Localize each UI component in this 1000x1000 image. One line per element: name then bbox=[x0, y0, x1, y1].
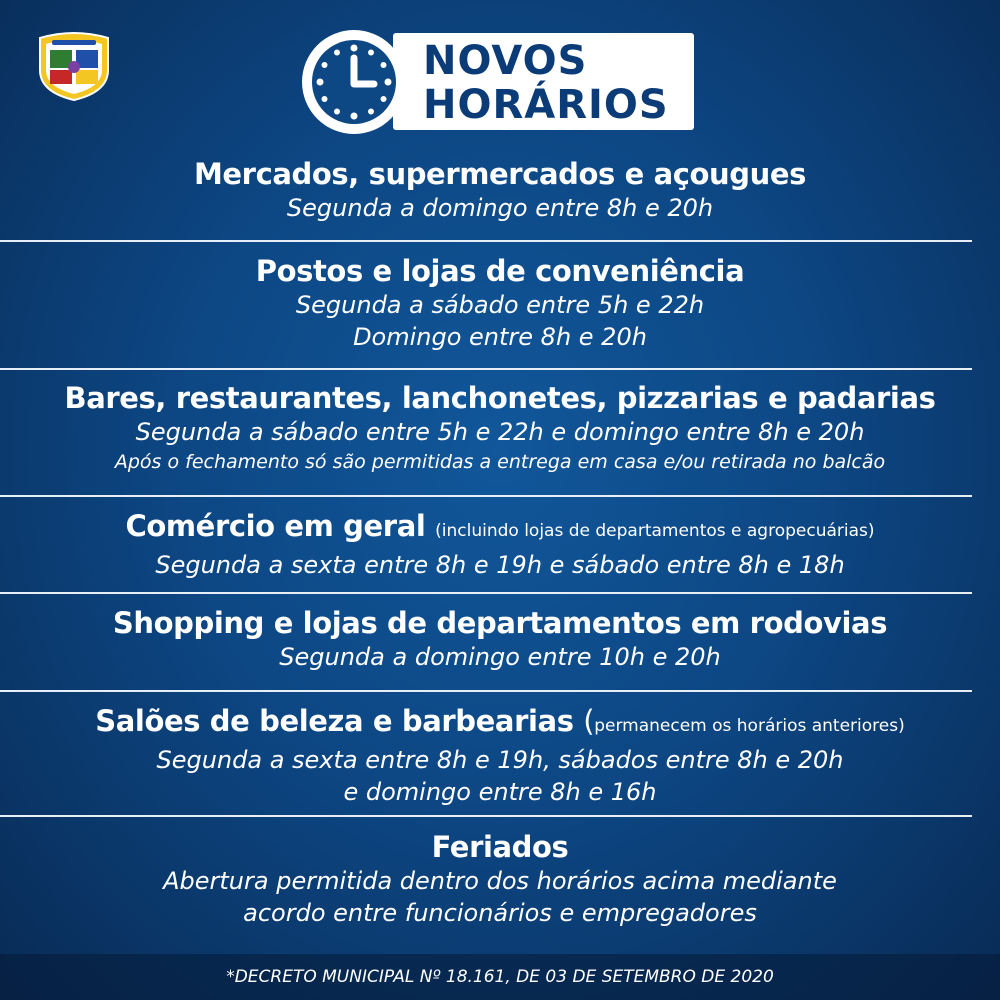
section-title: Postos e lojas de conveniência bbox=[255, 254, 745, 288]
section-line: Segunda a sábado entre 5h e 22h e domingo entre 8h e 20h bbox=[135, 418, 865, 446]
divider bbox=[0, 815, 972, 817]
section-comercio bbox=[0, 508, 1000, 581]
section-saloes bbox=[0, 703, 1000, 808]
municipal-crest-icon bbox=[36, 30, 112, 102]
section-line: Segunda a sexta entre 8h e 19h, sábados entre 8h e 20h bbox=[156, 746, 844, 774]
section-bares bbox=[0, 380, 1000, 476]
section-aside: (incluindo lojas de departamentos e agropecuárias) bbox=[435, 521, 875, 541]
section-line: Segunda a domingo entre 10h e 20h bbox=[279, 643, 721, 671]
section-title-text: Comércio em geral bbox=[125, 509, 426, 543]
section-title: Feriados bbox=[431, 830, 569, 864]
section-title bbox=[0, 508, 1000, 549]
section-shopping bbox=[0, 605, 1000, 673]
title-line-2: HORÁRIOS bbox=[423, 82, 669, 128]
divider bbox=[0, 240, 972, 242]
section-line: Segunda a sexta entre 8h e 19h e sábado entre 8h e 18h bbox=[155, 551, 845, 579]
title-box bbox=[393, 33, 694, 130]
section-title: Shopping e lojas de departamentos em rodovias bbox=[112, 606, 888, 640]
section-feriados bbox=[0, 829, 1000, 929]
section-title: Mercados, supermercados e açougues bbox=[193, 157, 807, 191]
section-title-text: Salões de beleza e barbearias bbox=[95, 704, 574, 738]
section-line: Domingo entre 8h e 20h bbox=[353, 323, 647, 351]
divider bbox=[0, 690, 972, 692]
section-title: Bares, restaurantes, lanchonetes, pizzarias e padarias bbox=[64, 381, 936, 415]
clock-icon bbox=[298, 28, 410, 136]
section-line: e domingo entre 8h e 16h bbox=[343, 778, 657, 806]
section-note: Após o fechamento só são permitidas a entrega em casa e/ou retirada no balcão bbox=[114, 451, 886, 473]
header bbox=[298, 28, 698, 136]
divider bbox=[0, 592, 972, 594]
section-line: Segunda a sábado entre 5h e 22h bbox=[295, 291, 705, 319]
divider bbox=[0, 495, 972, 497]
section-mercados bbox=[0, 156, 1000, 224]
divider bbox=[0, 368, 972, 370]
section-aside-paren: ( bbox=[583, 704, 595, 738]
section-aside: permanecem os horários anteriores) bbox=[594, 716, 905, 736]
section-title bbox=[0, 703, 1000, 744]
decree-footer: *DECRETO MUNICIPAL Nº 18.161, DE 03 DE SETEMBRO DE 2020 bbox=[0, 954, 1000, 1000]
section-postos bbox=[0, 253, 1000, 353]
section-line: acordo entre funcionários e empregadores bbox=[243, 899, 757, 927]
title-line-1: NOVOS bbox=[423, 38, 588, 84]
section-line: Abertura permitida dentro dos horários acima mediante bbox=[163, 867, 837, 895]
section-line: Segunda a domingo entre 8h e 20h bbox=[286, 194, 714, 222]
